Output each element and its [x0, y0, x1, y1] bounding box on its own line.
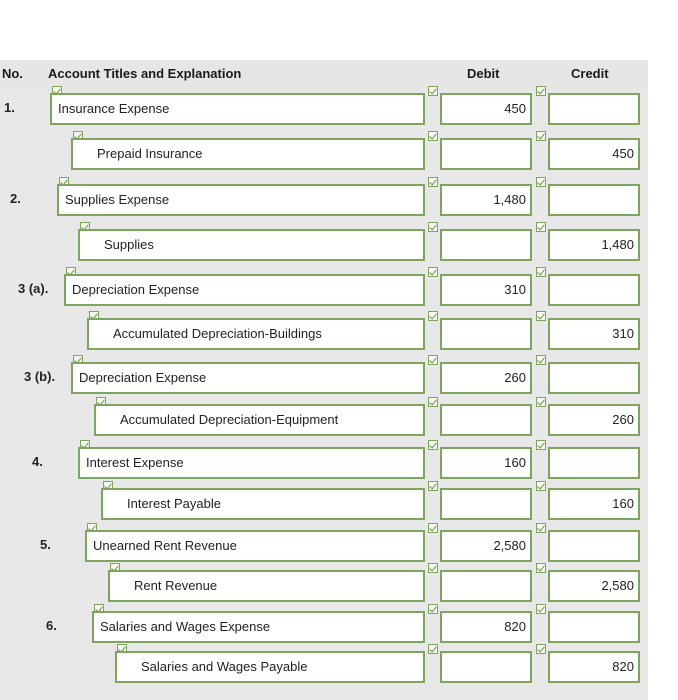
header-account: Account Titles and Explanation	[48, 66, 242, 81]
debit-check-icon[interactable]	[428, 86, 438, 96]
debit-check-icon[interactable]	[428, 177, 438, 187]
debit-check-icon[interactable]	[428, 523, 438, 533]
debit-check-icon[interactable]	[428, 563, 438, 573]
credit-input[interactable]: 820	[548, 651, 640, 683]
account-select[interactable]: Supplies Expense	[57, 184, 425, 216]
debit-check-icon[interactable]	[428, 311, 438, 321]
debit-input[interactable]: 1,480	[440, 184, 532, 216]
account-select[interactable]: Interest Payable	[101, 488, 425, 520]
credit-input[interactable]: 160	[548, 488, 640, 520]
debit-input[interactable]: 820	[440, 611, 532, 643]
credit-check-icon[interactable]	[536, 481, 546, 491]
credit-input[interactable]	[548, 93, 640, 125]
debit-input[interactable]	[440, 138, 532, 170]
debit-check-icon[interactable]	[428, 481, 438, 491]
debit-input[interactable]: 450	[440, 93, 532, 125]
entry-number: 6.	[46, 618, 57, 633]
account-select[interactable]: Depreciation Expense	[71, 362, 425, 394]
credit-check-icon[interactable]	[536, 267, 546, 277]
header-no: No.	[2, 66, 23, 81]
credit-input[interactable]	[548, 447, 640, 479]
credit-check-icon[interactable]	[536, 86, 546, 96]
credit-input[interactable]	[548, 184, 640, 216]
credit-check-icon[interactable]	[536, 397, 546, 407]
account-select[interactable]: Accumulated Depreciation-Equipment	[94, 404, 425, 436]
debit-input[interactable]	[440, 318, 532, 350]
debit-check-icon[interactable]	[428, 131, 438, 141]
credit-input[interactable]: 260	[548, 404, 640, 436]
credit-check-icon[interactable]	[536, 440, 546, 450]
debit-check-icon[interactable]	[428, 222, 438, 232]
debit-check-icon[interactable]	[428, 355, 438, 365]
credit-input[interactable]	[548, 530, 640, 562]
credit-check-icon[interactable]	[536, 355, 546, 365]
credit-check-icon[interactable]	[536, 311, 546, 321]
account-select[interactable]: Unearned Rent Revenue	[85, 530, 425, 562]
credit-check-icon[interactable]	[536, 523, 546, 533]
header-credit: Credit	[571, 66, 609, 81]
debit-check-icon[interactable]	[428, 440, 438, 450]
debit-input[interactable]: 310	[440, 274, 532, 306]
debit-input[interactable]	[440, 570, 532, 602]
debit-check-icon[interactable]	[428, 397, 438, 407]
credit-input[interactable]	[548, 362, 640, 394]
credit-check-icon[interactable]	[536, 604, 546, 614]
entry-number: 4.	[32, 454, 43, 469]
debit-input[interactable]	[440, 404, 532, 436]
debit-check-icon[interactable]	[428, 267, 438, 277]
table-header	[0, 60, 648, 90]
account-select[interactable]: Salaries and Wages Payable	[115, 651, 425, 683]
header-debit: Debit	[467, 66, 500, 81]
debit-input[interactable]	[440, 488, 532, 520]
debit-input[interactable]: 2,580	[440, 530, 532, 562]
credit-input[interactable]: 450	[548, 138, 640, 170]
debit-input[interactable]: 260	[440, 362, 532, 394]
credit-check-icon[interactable]	[536, 177, 546, 187]
account-select[interactable]: Insurance Expense	[50, 93, 425, 125]
debit-check-icon[interactable]	[428, 644, 438, 654]
debit-input[interactable]: 160	[440, 447, 532, 479]
entry-number: 3 (a).	[18, 281, 49, 296]
credit-input[interactable]: 1,480	[548, 229, 640, 261]
account-select[interactable]: Salaries and Wages Expense	[92, 611, 425, 643]
credit-check-icon[interactable]	[536, 222, 546, 232]
account-select[interactable]: Prepaid Insurance	[71, 138, 425, 170]
credit-check-icon[interactable]	[536, 644, 546, 654]
account-select[interactable]: Accumulated Depreciation-Buildings	[87, 318, 425, 350]
debit-check-icon[interactable]	[428, 604, 438, 614]
account-select[interactable]: Depreciation Expense	[64, 274, 425, 306]
account-select[interactable]: Supplies	[78, 229, 425, 261]
entry-number: 5.	[40, 537, 51, 552]
debit-input[interactable]	[440, 651, 532, 683]
credit-input[interactable]	[548, 611, 640, 643]
account-select[interactable]: Interest Expense	[78, 447, 425, 479]
entry-number: 3 (b).	[24, 369, 56, 384]
account-select[interactable]: Rent Revenue	[108, 570, 425, 602]
debit-input[interactable]	[440, 229, 532, 261]
credit-input[interactable]: 2,580	[548, 570, 640, 602]
entry-number: 1.	[4, 100, 15, 115]
entry-number: 2.	[10, 191, 21, 206]
credit-input[interactable]: 310	[548, 318, 640, 350]
credit-check-icon[interactable]	[536, 563, 546, 573]
credit-check-icon[interactable]	[536, 131, 546, 141]
credit-input[interactable]	[548, 274, 640, 306]
